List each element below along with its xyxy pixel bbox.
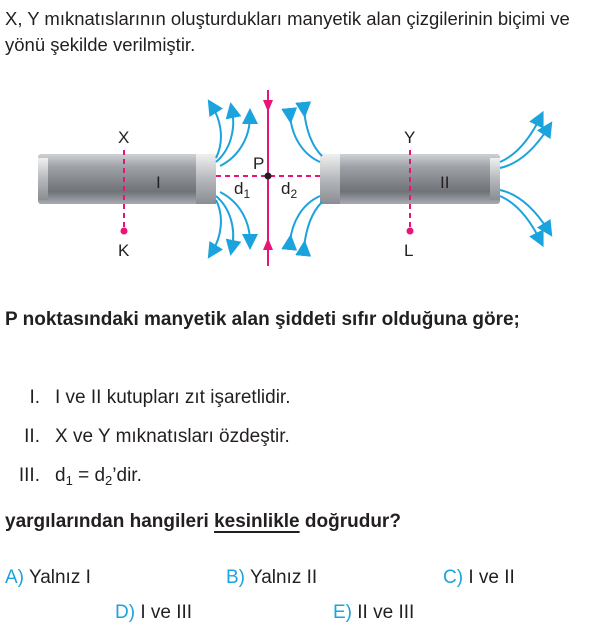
label-magnet-x: X <box>118 128 130 147</box>
statement-1-text: I ve II kutupları zıt işaretlidir. <box>55 387 291 408</box>
option-c[interactable]: C) I ve II <box>443 567 515 588</box>
statement-2-num: II. <box>24 426 40 447</box>
statement-3-text: $d_1$ = $d_2’dir$. <box>55 465 142 488</box>
ask-text: yargılarından hangileri kesinlikle doğrudur? <box>5 511 401 532</box>
option-e[interactable]: E) II ve III <box>333 602 415 623</box>
label-roman-ii: II <box>440 173 450 192</box>
intro-text: X, Y mıknatıslarının oluşturdukları manyetik alan çizgilerinin biçimi ve yönü şekilde verilmiştir. <box>5 8 570 55</box>
magnet-field-figure <box>0 80 603 280</box>
option-a[interactable]: A) Yalnız I <box>5 567 91 588</box>
point-l-dot <box>407 228 414 235</box>
label-d2: $d_2$ <box>281 179 298 201</box>
point-p-dot <box>265 173 272 180</box>
point-k-dot <box>121 228 128 235</box>
label-point-k: K <box>118 241 130 260</box>
statement-1-num: I. <box>29 387 40 408</box>
option-b[interactable]: B) Yalnız II <box>226 567 318 588</box>
magnet-x <box>38 154 216 204</box>
label-point-p: P <box>253 154 265 173</box>
option-d[interactable]: D) I ve III <box>115 602 193 623</box>
label-d1: $d_1$ <box>234 179 251 201</box>
label-point-l: L <box>404 241 414 260</box>
question-text: P noktasındaki manyetik alan şiddeti sıfır olduğuna göre; <box>5 309 520 330</box>
label-roman-i: I <box>156 173 161 192</box>
statement-2-text: X ve Y mıknatısları özdeştir. <box>55 426 290 447</box>
statement-3-num: III. <box>18 465 40 486</box>
label-magnet-y: Y <box>404 128 416 147</box>
